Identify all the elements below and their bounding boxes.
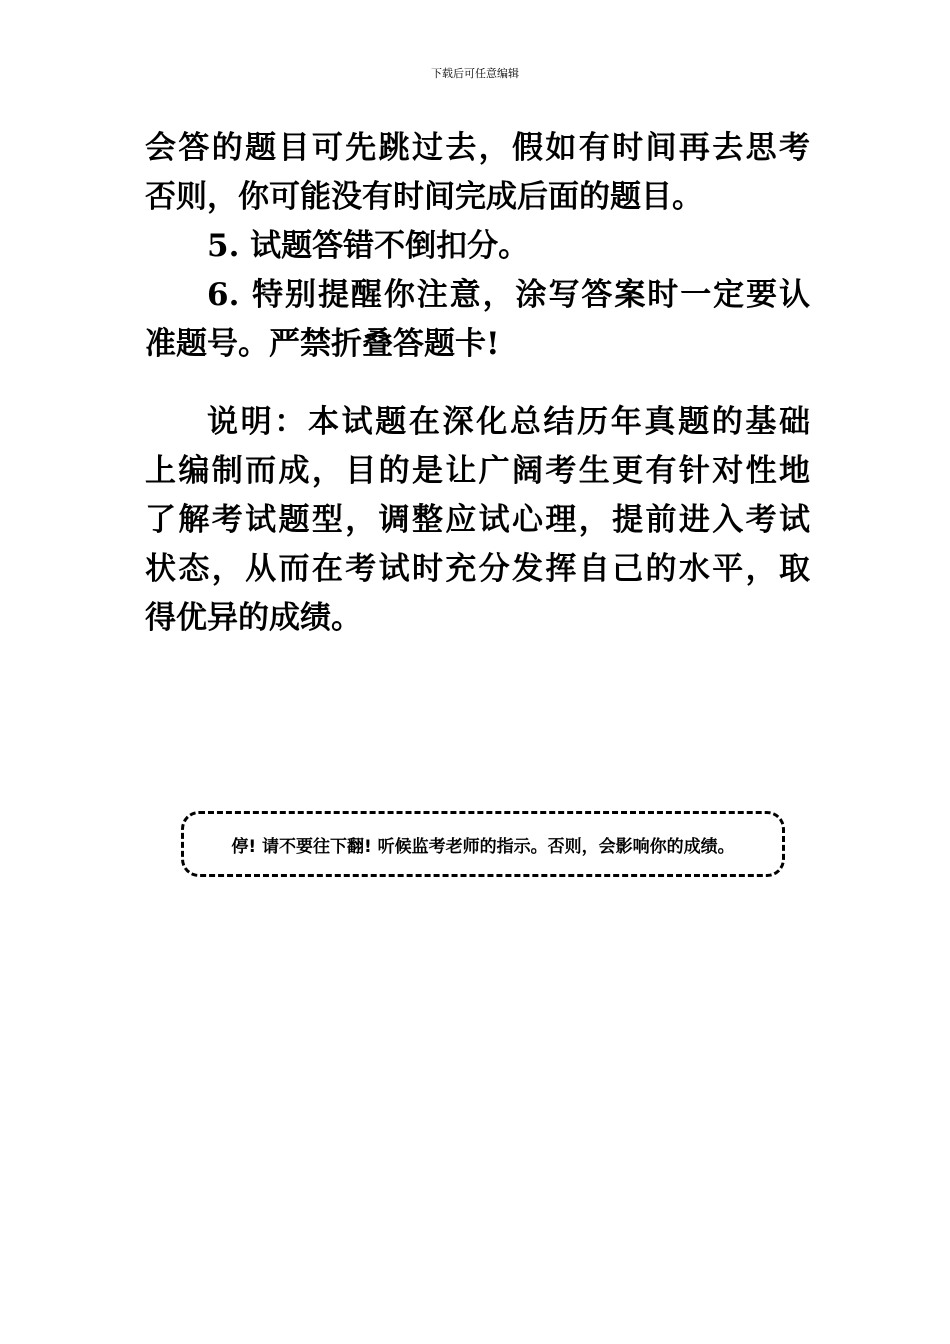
text-line: 会答的题目可先跳过去，假如有时间再去思考 — [145, 130, 810, 166]
note-block — [145, 398, 810, 643]
text-line: 准题号。严禁折叠答题卡! — [145, 326, 500, 362]
instruction-item-6 — [145, 271, 810, 369]
text-line: 6. 特别提醒你注意，涂写答案时一定要认 — [207, 277, 810, 313]
instruction-item-4 — [145, 124, 810, 222]
text-line: 得优异的成绩。 — [145, 600, 362, 636]
stop-notice-box — [181, 811, 785, 877]
note-label: 说明： — [207, 404, 308, 440]
text-line: 状态，从而在考试时充分发挥自己的水平，取 — [145, 551, 810, 587]
instructions-block — [145, 124, 810, 369]
note-first-line-text: 本试题在深化总结历年真题的基础 — [307, 404, 811, 440]
text-line: 了解考试题型，调整应试心理，提前进入考试 — [145, 502, 810, 538]
stop-notice-text: 停! 请不要往下翻! 听候监考老师的指示。否则，会影响你的成绩。 — [231, 836, 735, 857]
note-first-line — [145, 398, 810, 447]
text-line: 否则，你可能没有时间完成后面的题目。 — [145, 179, 703, 215]
text-line: 上编制而成，目的是让广阔考生更有针对性地 — [145, 453, 810, 489]
page-header: 下载后可任意编辑 — [431, 67, 519, 80]
instruction-item-5 — [145, 222, 810, 271]
text-line: 5. 试题答错不倒扣分。 — [207, 228, 530, 264]
